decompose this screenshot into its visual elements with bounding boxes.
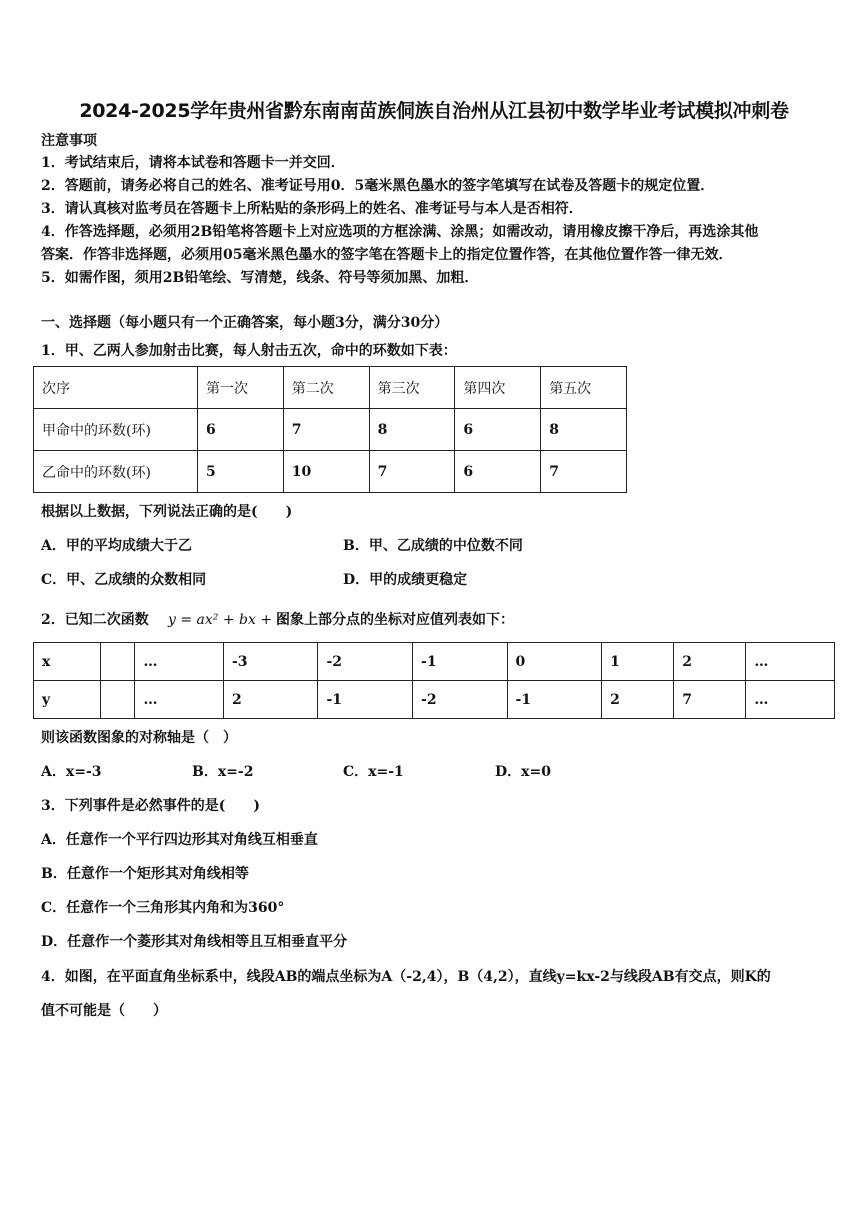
table-row (34, 643, 835, 681)
q2-option-d: D．x=0 (495, 764, 551, 780)
q3-stem: 3．下列事件是必然事件的是( ) (41, 798, 260, 814)
table-cell: … (135, 681, 224, 719)
table-cell: x (34, 643, 101, 681)
q2-option-c: C．x=-1 (343, 764, 404, 780)
table-cell: 甲命中的环数(环) (34, 409, 198, 451)
table-cell: … (746, 643, 835, 681)
table-cell (100, 643, 135, 681)
table-cell: 第二次 (283, 367, 369, 409)
notice-item: 5．如需作图，须用2B铅笔绘、写清楚，线条、符号等须加黑、加粗． (41, 270, 479, 286)
table-cell: 2 (223, 681, 318, 719)
table-cell: 乙命中的环数(环) (34, 451, 198, 493)
table-cell: 7 (674, 681, 746, 719)
q3-option-b: B．任意作一个矩形其对角线相等 (41, 866, 249, 882)
table-cell: 5 (198, 451, 284, 493)
q1-option-b: B．甲、乙成绩的中位数不同 (343, 538, 523, 554)
table-cell: 第三次 (369, 367, 455, 409)
table-cell: 7 (541, 451, 627, 493)
table-cell: 2 (674, 643, 746, 681)
table-cell: 6 (198, 409, 284, 451)
notice-item: 答案．作答非选择题，必须用05毫米黑色墨水的签字笔在答题卡上的指定位置作答，在其他位置作答一律无效． (41, 247, 733, 263)
table-cell: 10 (283, 451, 369, 493)
table-cell: -1 (507, 681, 602, 719)
table-cell: 2 (602, 681, 674, 719)
table-cell: 次序 (34, 367, 198, 409)
table-cell: -2 (413, 681, 508, 719)
q2-option-a: A．x=-3 (41, 764, 102, 780)
table-cell: 6 (455, 409, 541, 451)
q2-formula: y = ax² + bx + c (168, 612, 285, 628)
page-title: 2024-2025学年贵州省黔东南南苗族侗族自治州从江县初中数学毕业考试模拟冲刺卷 (79, 100, 789, 122)
q1-table (33, 366, 627, 493)
q4-stem-continued: 值不可能是（ ） (41, 1003, 167, 1019)
q2-stem-pre: 2．已知二次函数 (41, 612, 149, 628)
q2-option-b: B．x=-2 (192, 764, 254, 780)
table-cell: 7 (369, 451, 455, 493)
notice-item: 1．考试结束后，请将本试卷和答题卡一并交回． (41, 155, 345, 171)
table-cell: 第四次 (455, 367, 541, 409)
table-cell: 6 (455, 451, 541, 493)
table-cell: 1 (602, 643, 674, 681)
table-cell: 第一次 (198, 367, 284, 409)
q3-option-d: D．任意作一个菱形其对角线相等且互相垂直平分 (41, 934, 348, 950)
table-row (34, 409, 627, 451)
table-cell: -1 (413, 643, 508, 681)
table-cell (100, 681, 135, 719)
table-cell: -3 (223, 643, 318, 681)
table-cell: -2 (318, 643, 413, 681)
table-cell: 8 (369, 409, 455, 451)
notice-item: 2．答题前，请务必将自己的姓名、准考证号用0．5毫米黑色墨水的签字笔填写在试卷及答题卡的规定位置． (41, 178, 715, 194)
table-cell: -1 (318, 681, 413, 719)
table-cell: … (135, 643, 224, 681)
q2-stem-post: 图象上部分点的坐标对应值列表如下： (276, 612, 514, 628)
q2-question: 则该函数图象的对称轴是（ ） (41, 730, 237, 746)
table-cell: 8 (541, 409, 627, 451)
q1-option-a: A．甲的平均成绩大于乙 (41, 538, 192, 554)
q1-option-c: C．甲、乙成绩的众数相同 (41, 572, 207, 588)
table-cell: 7 (283, 409, 369, 451)
table-row (34, 681, 835, 719)
notice-item: 3．请认真核对监考员在答题卡上所粘贴的条形码上的姓名、准考证号与本人是否相符． (41, 201, 583, 217)
table-cell: 第五次 (541, 367, 627, 409)
q2-table (33, 642, 835, 719)
table-row (34, 367, 627, 409)
table-cell: … (746, 681, 835, 719)
q3-option-a: A．任意作一个平行四边形其对角线互相垂直 (41, 832, 318, 848)
table-cell: 0 (507, 643, 602, 681)
section-heading: 一、选择题（每小题只有一个正确答案，每小题3分，满分30分） (41, 315, 449, 331)
q1-option-d: D．甲的成绩更稳定 (343, 572, 468, 588)
q1-question: 根据以上数据，下列说法正确的是( ) (41, 504, 293, 520)
q4-stem: 4．如图，在平面直角坐标系中，线段AB的端点坐标为A（-2,4），B（4,2），直线y=kx-2与线段AB有交点，则K的 (41, 969, 771, 985)
table-row (34, 451, 627, 493)
table-cell: y (34, 681, 101, 719)
q1-stem: 1．甲、乙两人参加射击比赛，每人射击五次，命中的环数如下表： (41, 343, 457, 359)
notice-item: 4．作答选择题，必须用2B铅笔将答题卡上对应选项的方框涂满、涂黑；如需改动，请用橡皮擦干净后，再选涂其他 (41, 224, 759, 240)
q3-option-c: C．任意作一个三角形其内角和为360° (41, 900, 285, 916)
notice-heading: 注意事项 (41, 133, 97, 149)
